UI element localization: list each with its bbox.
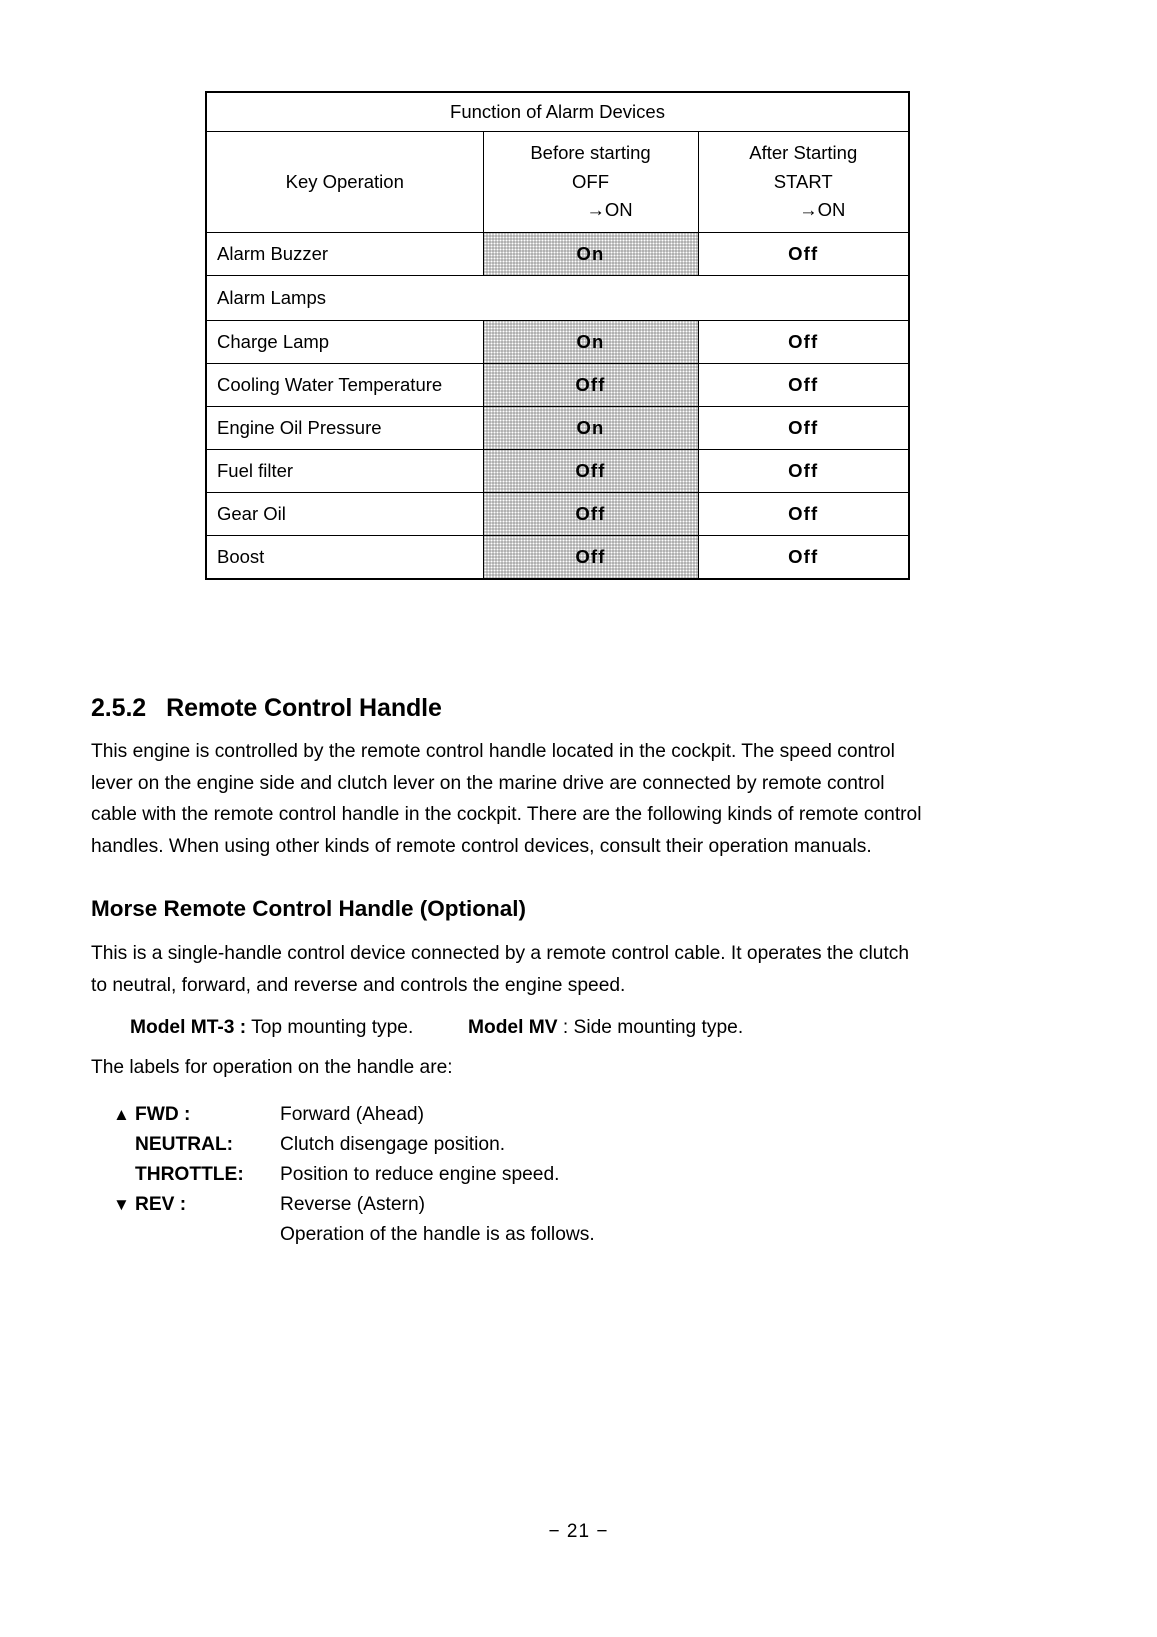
list-item bbox=[113, 1190, 595, 1220]
model-desc-mt3: Top mounting type. bbox=[251, 1017, 414, 1038]
row-value-before-fuel-filter: Off bbox=[483, 450, 698, 493]
definition-term: REV : bbox=[135, 1194, 187, 1215]
section-title: Remote Control Handle bbox=[166, 694, 442, 722]
table-title-row bbox=[206, 92, 909, 132]
section-heading bbox=[91, 694, 442, 723]
row-value-after-engine-oil-pressure: Off bbox=[698, 407, 909, 450]
row-value-after-gear-oil: Off bbox=[698, 493, 909, 536]
row-value-before-gear-oil: Off bbox=[483, 493, 698, 536]
row-value-before-alarm-buzzer: On bbox=[483, 233, 698, 276]
table-row bbox=[206, 321, 909, 364]
row-label-alarm-buzzer: Alarm Buzzer bbox=[206, 233, 483, 276]
row-value-after-fuel-filter: Off bbox=[698, 450, 909, 493]
handle-labels-list bbox=[113, 1100, 595, 1250]
row-label-alarm-lamps: Alarm Lamps bbox=[206, 276, 909, 321]
subsection-heading: Morse Remote Control Handle (Optional) bbox=[91, 896, 527, 921]
definition-description: Operation of the handle is as follows. bbox=[280, 1224, 595, 1245]
paragraph-line: to neutral, forward, and reverse and controls the engine speed. bbox=[91, 974, 626, 996]
table-row bbox=[206, 407, 909, 450]
triangle-down-icon: ▼ bbox=[113, 1195, 130, 1214]
table-header-row bbox=[206, 132, 909, 233]
model-desc-mv: : Side mounting type. bbox=[562, 1017, 744, 1038]
header-key-operation: Key Operation bbox=[206, 132, 483, 233]
table-row bbox=[206, 364, 909, 407]
paragraph-line: handles. When using other kinds of remote control devices, consult their operation manuals. bbox=[91, 835, 872, 857]
row-value-after-cooling-water-temperature: Off bbox=[698, 364, 909, 407]
model-label-mv: Model MV bbox=[468, 1017, 558, 1038]
header-before-starting bbox=[483, 132, 698, 233]
definition-term: THROTTLE: bbox=[135, 1164, 244, 1185]
paragraph-line: cable with the remote control handle in the cockpit. There are the following kinds of remote control bbox=[91, 804, 922, 826]
paragraph-line: This is a single-handle control device connected by a remote control cable. It operates the clutch bbox=[91, 943, 910, 964]
table-row bbox=[206, 493, 909, 536]
section-number: 2.5.2 bbox=[91, 694, 147, 722]
definition-description: Reverse (Astern) bbox=[280, 1194, 426, 1215]
header-before-starting-line2: OFF bbox=[572, 171, 609, 193]
definition-description: Clutch disengage position. bbox=[280, 1134, 506, 1155]
header-after-starting-line1: After Starting bbox=[749, 142, 858, 164]
list-item bbox=[113, 1160, 595, 1190]
row-value-before-cooling-water-temperature: Off bbox=[483, 364, 698, 407]
row-value-before-boost: Off bbox=[483, 536, 698, 580]
header-after-starting-line3: →ON bbox=[799, 198, 846, 220]
row-label-cooling-water-temperature: Cooling Water Temperature bbox=[206, 364, 483, 407]
header-before-starting-line1: Before starting bbox=[530, 142, 651, 164]
alarm-devices-table-container bbox=[205, 91, 908, 580]
model-types-line bbox=[130, 1012, 743, 1044]
row-value-after-alarm-buzzer: Off bbox=[698, 233, 909, 276]
row-value-before-charge-lamp: On bbox=[483, 321, 698, 364]
list-item bbox=[113, 1130, 595, 1160]
row-label-charge-lamp: Charge Lamp bbox=[206, 321, 483, 364]
table-row bbox=[206, 233, 909, 276]
header-after-starting bbox=[698, 132, 909, 233]
labels-intro-text: The labels for operation on the handle are: bbox=[91, 1057, 453, 1078]
row-label-engine-oil-pressure: Engine Oil Pressure bbox=[206, 407, 483, 450]
table-row bbox=[206, 536, 909, 580]
row-label-gear-oil: Gear Oil bbox=[206, 493, 483, 536]
header-before-starting-line3: →ON bbox=[586, 198, 633, 220]
table-row-group bbox=[206, 276, 909, 321]
definition-term: NEUTRAL: bbox=[135, 1134, 234, 1155]
table-title: Function of Alarm Devices bbox=[206, 92, 909, 132]
definition-term: FWD : bbox=[135, 1104, 191, 1125]
definition-description: Position to reduce engine speed. bbox=[280, 1164, 560, 1185]
paragraph-line: This engine is controlled by the remote control handle located in the cockpit. The speed control bbox=[91, 741, 895, 762]
section-paragraph bbox=[91, 736, 1016, 862]
row-value-after-charge-lamp: Off bbox=[698, 321, 909, 364]
list-item bbox=[113, 1220, 595, 1250]
row-value-after-boost: Off bbox=[698, 536, 909, 580]
paragraph-line: lever on the engine side and clutch lever on the marine drive are connected by remote control bbox=[91, 772, 885, 794]
subsection-paragraph bbox=[91, 938, 1016, 1001]
triangle-up-icon: ▲ bbox=[113, 1105, 130, 1124]
row-value-before-engine-oil-pressure: On bbox=[483, 407, 698, 450]
row-label-fuel-filter: Fuel filter bbox=[206, 450, 483, 493]
page-number-footer: − 21 − bbox=[548, 1521, 609, 1542]
row-label-boost: Boost bbox=[206, 536, 483, 580]
table-row bbox=[206, 450, 909, 493]
model-label-mt3: Model MT-3 : bbox=[130, 1017, 247, 1038]
list-item bbox=[113, 1100, 595, 1130]
header-after-starting-line2: START bbox=[773, 171, 833, 193]
alarm-devices-table bbox=[205, 91, 910, 580]
definition-description: Forward (Ahead) bbox=[280, 1104, 424, 1125]
